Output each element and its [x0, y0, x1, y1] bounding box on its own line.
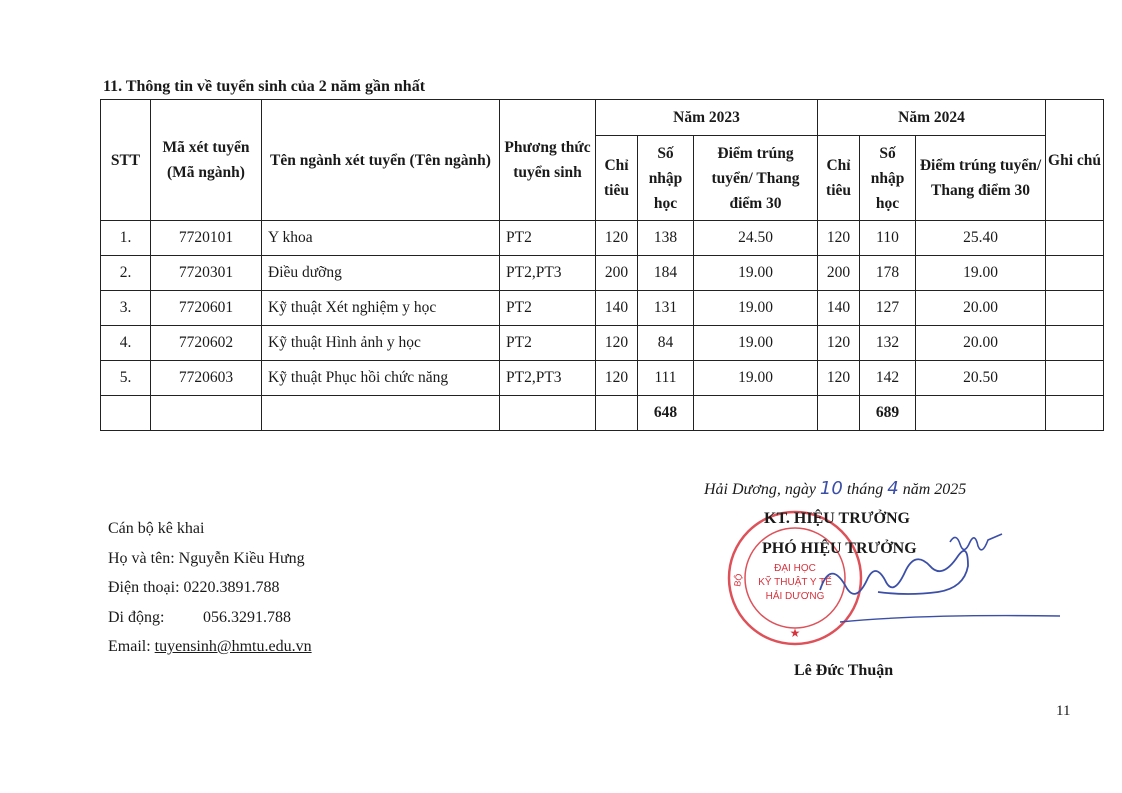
totals-blank — [818, 396, 860, 431]
cell-name: Y khoa — [262, 221, 500, 256]
totals-blank — [694, 396, 818, 431]
signer-title-line1: KT. HIỆU TRƯỞNG — [764, 510, 910, 527]
table-row — [101, 256, 1104, 291]
declarant-email-link[interactable]: tuyensinh@hmtu.edu.vn — [154, 638, 312, 655]
cell-code: 7720603 — [151, 361, 262, 396]
cell-enrolled-2023: 84 — [638, 326, 694, 361]
svg-text:KỸ THUẬT Y TẾ: KỸ THUẬT Y TẾ — [758, 577, 832, 588]
svg-text:BỘ: BỘ — [732, 572, 745, 588]
totals-row — [101, 396, 1104, 431]
header-quota-2023: Chỉ tiêu — [596, 136, 638, 221]
header-method: Phương thức tuyển sinh — [500, 100, 596, 221]
cell-score-2024: 19.00 — [916, 256, 1046, 291]
total-enrolled-2024: 689 — [860, 396, 916, 431]
table-row — [101, 326, 1104, 361]
header-name: Tên ngành xét tuyển (Tên ngành) — [262, 100, 500, 221]
declarant-email-label: Email: — [108, 638, 151, 655]
cell-quota-2023: 140 — [596, 291, 638, 326]
declarant-mobile-row — [108, 603, 312, 633]
handwritten-day: 10 — [819, 478, 843, 499]
page-number: 11 — [1056, 703, 1071, 719]
place-date-prefix: Hải Dương, ngày — [704, 481, 816, 498]
cell-quota-2023: 120 — [596, 326, 638, 361]
year-text: năm 2025 — [902, 481, 967, 498]
cell-quota-2023: 120 — [596, 221, 638, 256]
cell-enrolled-2023: 138 — [638, 221, 694, 256]
cell-quota-2023: 200 — [596, 256, 638, 291]
header-quota-2024: Chỉ tiêu — [818, 136, 860, 221]
cell-quota-2023: 120 — [596, 361, 638, 396]
cell-quota-2024: 120 — [818, 326, 860, 361]
header-year-2024: Năm 2024 — [818, 100, 1046, 136]
total-enrolled-2023: 648 — [638, 396, 694, 431]
cell-enrolled-2023: 131 — [638, 291, 694, 326]
declarant-name-label: Họ và tên: — [108, 549, 175, 567]
cell-quota-2024: 200 — [818, 256, 860, 291]
signer-title-line2: PHÓ HIỆU TRƯỞNG — [762, 540, 917, 557]
cell-code: 7720101 — [151, 221, 262, 256]
header-enrolled-2023: Số nhập học — [638, 136, 694, 221]
cell-stt: 2. — [101, 256, 151, 291]
signer-name: Lê Đức Thuận — [794, 662, 894, 679]
declarant-name-row — [108, 544, 312, 574]
totals-blank — [1046, 396, 1104, 431]
declarant-phone: 0220.3891.788 — [183, 579, 280, 596]
declarant-phone-label: Điện thoại: — [108, 579, 180, 596]
header-note: Ghi chú — [1046, 100, 1104, 221]
declarant-name: Nguyễn Kiều Hưng — [178, 549, 305, 567]
svg-text:ĐẠI HỌC: ĐẠI HỌC — [774, 563, 816, 574]
cell-method: PT2 — [500, 291, 596, 326]
totals-blank — [262, 396, 500, 431]
header-enrolled-2024: Số nhập học — [860, 136, 916, 221]
cell-quota-2024: 140 — [818, 291, 860, 326]
cell-score-2024: 20.00 — [916, 291, 1046, 326]
cell-note — [1046, 326, 1104, 361]
declarant-title: Cán bộ kê khai — [108, 520, 205, 537]
cell-code: 7720601 — [151, 291, 262, 326]
cell-note — [1046, 256, 1104, 291]
declarant-phone-row — [108, 573, 312, 603]
cell-code: 7720301 — [151, 256, 262, 291]
cell-quota-2024: 120 — [818, 221, 860, 256]
cell-enrolled-2023: 184 — [638, 256, 694, 291]
cell-score-2024: 25.40 — [916, 221, 1046, 256]
totals-blank — [916, 396, 1046, 431]
header-row-1 — [101, 100, 1104, 136]
cell-enrolled-2024: 132 — [860, 326, 916, 361]
declarant-mobile-label: Di động: — [108, 608, 165, 626]
month-word: tháng — [846, 481, 884, 498]
header-year-2023: Năm 2023 — [596, 100, 818, 136]
totals-blank — [151, 396, 262, 431]
cell-method: PT2 — [500, 326, 596, 361]
svg-text:HẢI DƯƠNG: HẢI DƯƠNG — [765, 591, 825, 602]
cell-note — [1046, 361, 1104, 396]
cell-method: PT2,PT3 — [500, 361, 596, 396]
header-score-2024: Điểm trúng tuyển/ Thang điểm 30 — [916, 136, 1046, 221]
cell-score-2023: 19.00 — [694, 291, 818, 326]
header-stt: STT — [101, 100, 151, 221]
cell-score-2024: 20.50 — [916, 361, 1046, 396]
table-row — [101, 291, 1104, 326]
table-row — [101, 361, 1104, 396]
cell-note — [1046, 291, 1104, 326]
cell-name: Điều dưỡng — [262, 256, 500, 291]
section-heading: 11. Thông tin về tuyển sinh của 2 năm gần nhất — [103, 78, 426, 95]
svg-text:★: ★ — [789, 626, 801, 640]
place-date-line — [704, 478, 966, 499]
cell-enrolled-2024: 178 — [860, 256, 916, 291]
cell-score-2024: 20.00 — [916, 326, 1046, 361]
cell-stt: 4. — [101, 326, 151, 361]
cell-stt: 3. — [101, 291, 151, 326]
cell-method: PT2,PT3 — [500, 256, 596, 291]
cell-score-2023: 19.00 — [694, 326, 818, 361]
cell-note — [1046, 221, 1104, 256]
declarant-mobile: 056.3291.788 — [203, 608, 291, 626]
cell-enrolled-2024: 127 — [860, 291, 916, 326]
declarant-block — [108, 514, 312, 662]
cell-stt: 1. — [101, 221, 151, 256]
declarant-email-row — [108, 632, 312, 662]
cell-enrolled-2024: 142 — [860, 361, 916, 396]
cell-method: PT2 — [500, 221, 596, 256]
totals-blank — [596, 396, 638, 431]
handwritten-month: 4 — [887, 478, 899, 499]
cell-quota-2024: 120 — [818, 361, 860, 396]
cell-name: Kỹ thuật Phục hồi chức năng — [262, 361, 500, 396]
totals-blank — [500, 396, 596, 431]
header-score-2023: Điểm trúng tuyển/ Thang điểm 30 — [694, 136, 818, 221]
admission-table — [100, 99, 1104, 431]
cell-score-2023: 24.50 — [694, 221, 818, 256]
cell-code: 7720602 — [151, 326, 262, 361]
cell-score-2023: 19.00 — [694, 361, 818, 396]
table-row — [101, 221, 1104, 256]
cell-score-2023: 19.00 — [694, 256, 818, 291]
cell-enrolled-2024: 110 — [860, 221, 916, 256]
totals-blank — [101, 396, 151, 431]
cell-enrolled-2023: 111 — [638, 361, 694, 396]
cell-name: Kỹ thuật Hình ảnh y học — [262, 326, 500, 361]
cell-stt: 5. — [101, 361, 151, 396]
header-code: Mã xét tuyển (Mã ngành) — [151, 100, 262, 221]
cell-name: Kỹ thuật Xét nghiệm y học — [262, 291, 500, 326]
